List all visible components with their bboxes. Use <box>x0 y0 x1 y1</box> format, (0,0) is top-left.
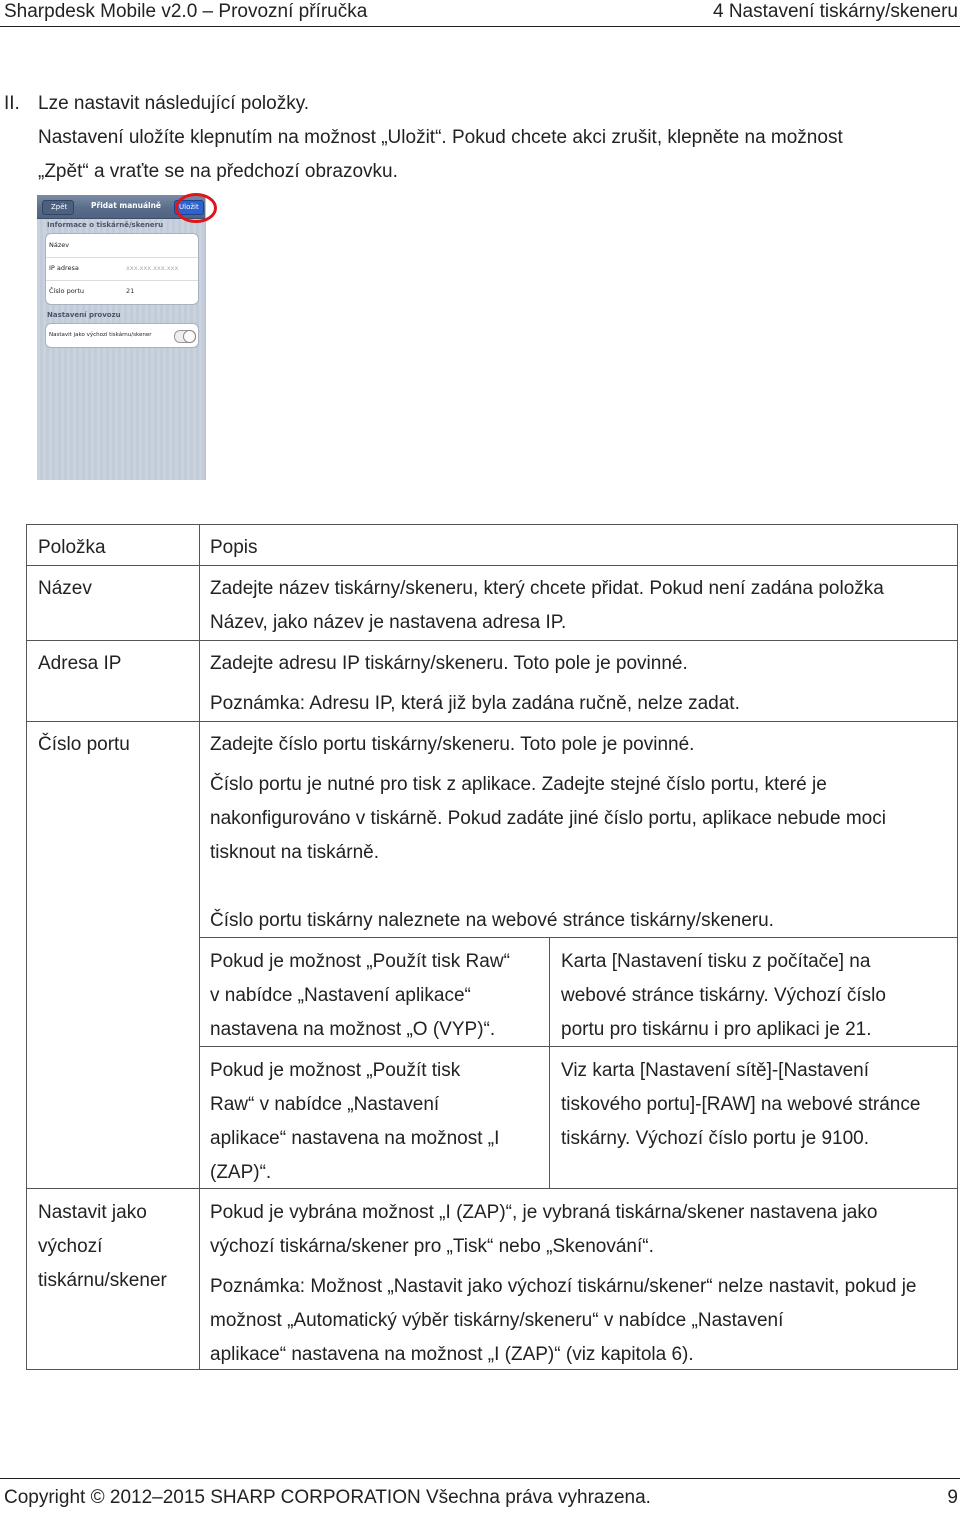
row-desc-port-2: Číslo portu je nutné pro tisk z aplikace. Zadejte stejné číslo portu, které je <box>210 774 827 795</box>
sub-info-1-line-1: Karta [Nastavení tisku z počítače] na <box>561 951 871 972</box>
phone-default-toggle[interactable] <box>174 330 196 343</box>
row-desc-default-1: Pokud je vybrána možnost „I (ZAP)“, je vybraná tiskárna/skener nastavena jako <box>210 1202 878 1223</box>
sub-info-2-line-3: tiskárny. Výchozí číslo portu je 9100. <box>561 1128 870 1149</box>
sub-cond-2-line-4: (ZAP)“. <box>210 1162 272 1183</box>
row-label-default-2: výchozí <box>38 1236 103 1257</box>
page-footer <box>0 1478 960 1513</box>
phone-row-ip[interactable]: IP adresa xxx.xxx.xxx.xxx <box>46 257 198 281</box>
row-label-default-1: Nastavit jako <box>38 1202 147 1223</box>
sub-cond-1-line-2: v nabídce „Nastavení aplikace“ <box>210 985 471 1006</box>
intro-line-3: „Zpět“ a vraťte se na předchozí obrazovku. <box>38 161 398 182</box>
list-number: II. <box>4 93 20 114</box>
sub-cond-1-line-3: nastavena na možnost „O (VYP)“. <box>210 1019 496 1040</box>
row-desc-name-2: Název, jako název je nastavena adresa IP. <box>210 612 567 633</box>
phone-screen-title: Přidat manuálně <box>91 201 162 210</box>
page-header <box>0 0 960 27</box>
row-desc-port-5: Číslo portu tiskárny naleznete na webové stránce tiskárny/skeneru. <box>210 910 774 931</box>
phone-row-default[interactable]: Nastavit jako výchozí tiskárnu/skener <box>46 324 198 347</box>
sub-cond-1-line-1: Pokud je možnost „Použít tisk Raw“ <box>210 951 510 972</box>
sub-info-2-line-1: Viz karta [Nastavení sítě]-[Nastavení <box>561 1060 870 1081</box>
phone-operation-group <box>45 323 199 348</box>
row-desc-name-1: Zadejte název tiskárny/skeneru, který chcete přidat. Pokud není zadána položka <box>210 578 884 599</box>
row-desc-ip-1: Zadejte adresu IP tiskárny/skeneru. Toto pole je povinné. <box>210 653 688 674</box>
row-desc-ip-2: Poznámka: Adresu IP, která již byla zadána ručně, nelze zadat. <box>210 693 740 714</box>
row-desc-port-4: tisknout na tiskárně. <box>210 842 379 863</box>
intro-paragraph <box>4 87 938 189</box>
save-highlight-circle <box>175 193 217 223</box>
copyright-text: Copyright © 2012–2015 SHARP CORPORATION Všechna práva vyhrazena. <box>4 1487 651 1508</box>
sub-info-1-line-2: webové stránce tiskárny. Výchozí číslo <box>561 985 886 1006</box>
sub-cond-2-line-3: aplikace“ nastavena na možnost „I <box>210 1128 500 1149</box>
chapter-title: 4 Nastavení tiskárny/skeneru <box>712 1 958 22</box>
page-number: 9 <box>947 1487 958 1508</box>
row-desc-default-5: aplikace“ nastavena na možnost „I (ZAP)“ (viz kapitola 6). <box>210 1344 694 1365</box>
phone-section-operation: Nastavení provozu <box>47 311 121 319</box>
phone-printer-info-group <box>45 233 199 305</box>
sub-info-2-line-2: tiskového portu]-[RAW] na webové stránce <box>561 1094 921 1115</box>
sub-info-1-line-3: portu pro tiskárnu i pro aplikaci je 21. <box>561 1019 872 1040</box>
row-label-ip: Adresa IP <box>38 653 122 674</box>
row-desc-port-1: Zadejte číslo portu tiskárny/skeneru. Toto pole je povinné. <box>210 734 695 755</box>
row-label-port: Číslo portu <box>38 734 130 755</box>
row-desc-default-2: výchozí tiskárna/skener pro „Tisk“ nebo „Skenování“. <box>210 1236 654 1257</box>
phone-save-button[interactable]: Uložit <box>174 200 204 215</box>
sub-cond-2-line-1: Pokud je možnost „Použít tisk <box>210 1060 461 1081</box>
row-desc-port-3: nakonfigurováno v tiskárně. Pokud zadáte jiné číslo portu, aplikace nebude moci <box>210 808 886 829</box>
intro-line-2: Nastavení uložíte klepnutím na možnost „Uložit“. Pokud chcete akci zrušit, klepněte na možnost <box>38 127 843 148</box>
document-title: Sharpdesk Mobile v2.0 – Provozní příručka <box>4 1 368 22</box>
phone-section-printer-info: Informace o tiskárně/skeneru <box>47 221 164 229</box>
sub-cond-2-line-2: Raw“ v nabídce „Nastavení <box>210 1094 440 1115</box>
phone-row-name[interactable]: Název <box>46 234 198 258</box>
row-desc-default-3: Poznámka: Možnost „Nastavit jako výchozí tiskárnu/skener“ nelze nastavit, pokud je <box>210 1276 917 1297</box>
column-header-item: Položka <box>38 537 106 558</box>
phone-back-button[interactable]: Zpět <box>42 200 74 215</box>
phone-screenshot <box>37 195 206 480</box>
row-label-name: Název <box>38 578 92 599</box>
intro-line-1: Lze nastavit následující položky. <box>38 93 310 114</box>
phone-row-port[interactable]: Číslo portu 21 <box>49 287 135 295</box>
row-label-default-3: tiskárnu/skener <box>38 1270 167 1291</box>
row-desc-default-4: možnost „Automatický výběr tiskárny/skeneru“ v nabídce „Nastavení <box>210 1310 784 1331</box>
column-header-description: Popis <box>210 537 258 558</box>
